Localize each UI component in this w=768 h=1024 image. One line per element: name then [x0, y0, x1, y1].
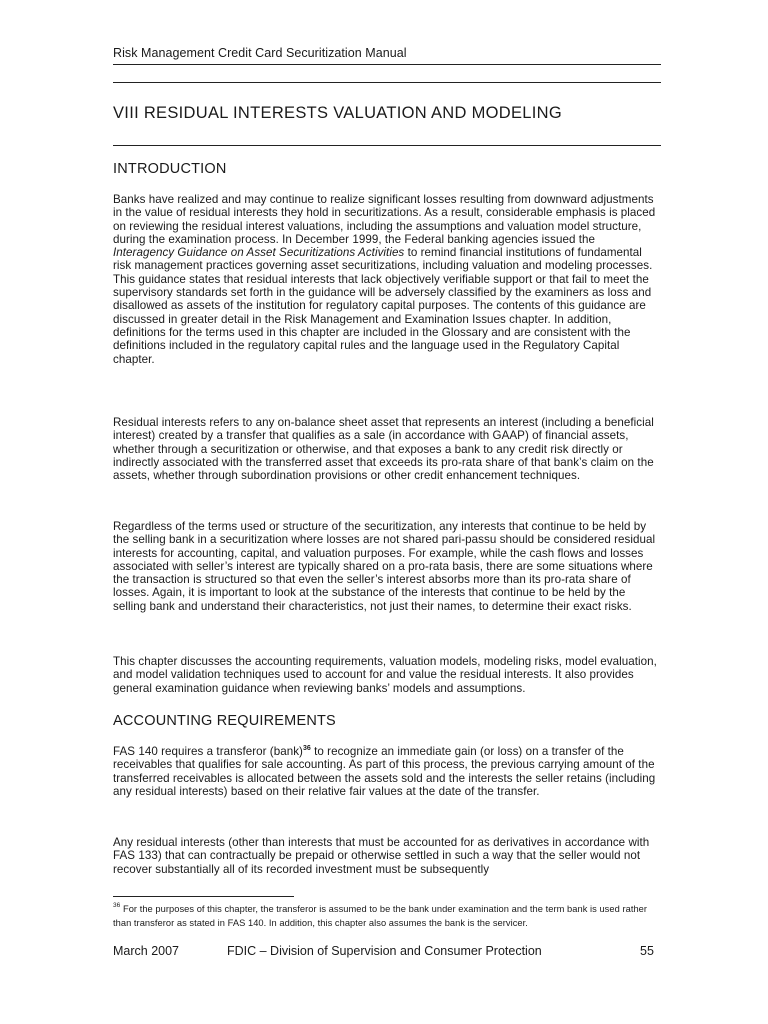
intro-paragraph-4: This chapter discusses the accounting requirements, valuation models, modeling risks, model evaluation, and model validation techniques used to account for and value the residual interests. It also provides general examination guidance when reviewing banks’ models and assumptions. [113, 655, 657, 695]
accounting-paragraph-1 [113, 745, 659, 798]
footer-date: March 2007 [113, 944, 180, 958]
footnote-separator [113, 896, 294, 897]
intro-paragraph-1-text-a: Banks have realized and may continue to realize significant losses resulting from downward adjustments in the value of residual interests they hold in securitizations. As a result, considerable emphasis is placed on reviewing the residual interest valuations, including the assumptions and valuation model structure, during the examination process. In December 1999, the Federal banking agencies issued the [113, 193, 656, 246]
accounting-paragraph-2: Any residual interests (other than interests that must be accounted for as derivatives in accordance with FAS 133) that can contractually be prepaid or otherwise settled in such a way that the seller would not recover substantially all of its recorded investment must be subsequently [113, 836, 650, 876]
footer-publisher: FDIC – Division of Supervision and Consumer Protection [227, 944, 542, 958]
footnote-number: 36 [113, 902, 121, 909]
chapter-title: VIII RESIDUAL INTERESTS VALUATION AND MODELING [113, 104, 562, 122]
footnote-reference: 36 [302, 745, 311, 752]
footnote [113, 902, 661, 930]
accounting-paragraph-1-text-b: to recognize an immediate gain (or loss) on a transfer of the receivables that qualifies for sale accounting. As part of this process, the previous carrying amount of the transferred receivables is allocated between the assets sold and the interests the seller retains (including any residual interests) based on their relative fair values at the date of the transfer. [113, 745, 656, 798]
page-number: 55 [640, 944, 654, 958]
accounting-paragraph-1-text-a: FAS 140 requires a transferor (bank) [113, 745, 303, 758]
footnote-text: For the purposes of this chapter, the transferor is assumed to be the bank under examination and the term bank is used rather than transferor as stated in FAS 140. In addition, this chapter also assumes the bank is the servicer. [113, 904, 648, 928]
intro-paragraph-1-text-b: to remind financial institutions of fundamental risk management practices governing asset securitizations, including valuation and modeling processes. This guidance states that residual interests that lack objectively verifiable support or that fail to meet the supervisory standards set forth in the guidance will be adversely classified by the examiners as loss and disallowed as assets of the institution for regulatory capital purposes. The contents of this guidance are discussed in greater detail in the Risk Management and Examination Issues chapter. In addition, definitions for the terms used in this chapter are included in the Glossary and are consistent with the definitions included in the regulatory capital rules and the language used in the Regulatory Capital chapter. [113, 246, 653, 366]
chapter-title-rule [113, 145, 661, 146]
guidance-title-italic: Interagency Guidance on Asset Securitizations Activities [113, 246, 405, 260]
header-rule-top [113, 64, 661, 65]
section-heading-accounting: ACCOUNTING REQUIREMENTS [113, 713, 336, 729]
section-heading-introduction: INTRODUCTION [113, 161, 227, 177]
running-header: Risk Management Credit Card Securitization Manual [113, 46, 407, 60]
header-rule-bottom [113, 82, 661, 83]
intro-paragraph-2: Residual interests refers to any on-balance sheet asset that represents an interest (including a beneficial interest) created by a transfer that qualifies as a sale (in accordance with GAAP) of financial assets, whether through a securitization or otherwise, and that exposes a bank to any credit risk directly or indirectly associated with the transferred asset that exceeds its pro-rata share of that bank’s claim on the assets, whether through subordination provisions or other credit enhancement techniques. [113, 416, 654, 483]
intro-paragraph-1 [113, 193, 659, 366]
intro-paragraph-3: Regardless of the terms used or structure of the securitization, any interests that continue to be held by the selling bank in a securitization where losses are not shared pari-passu should be considered residual interests for accounting, capital, and valuation purposes. For example, while the cash flows and losses associated with seller’s interest are typically shared on a pro-rata basis, there are some situations where the transaction is structured so that even the seller’s interest absorbs more than its pro-rata share of losses. Again, it is important to look at the substance of the interests that continue to be held by the selling bank and understand their characteristics, not just their names, to determine their exact risks. [113, 520, 656, 613]
